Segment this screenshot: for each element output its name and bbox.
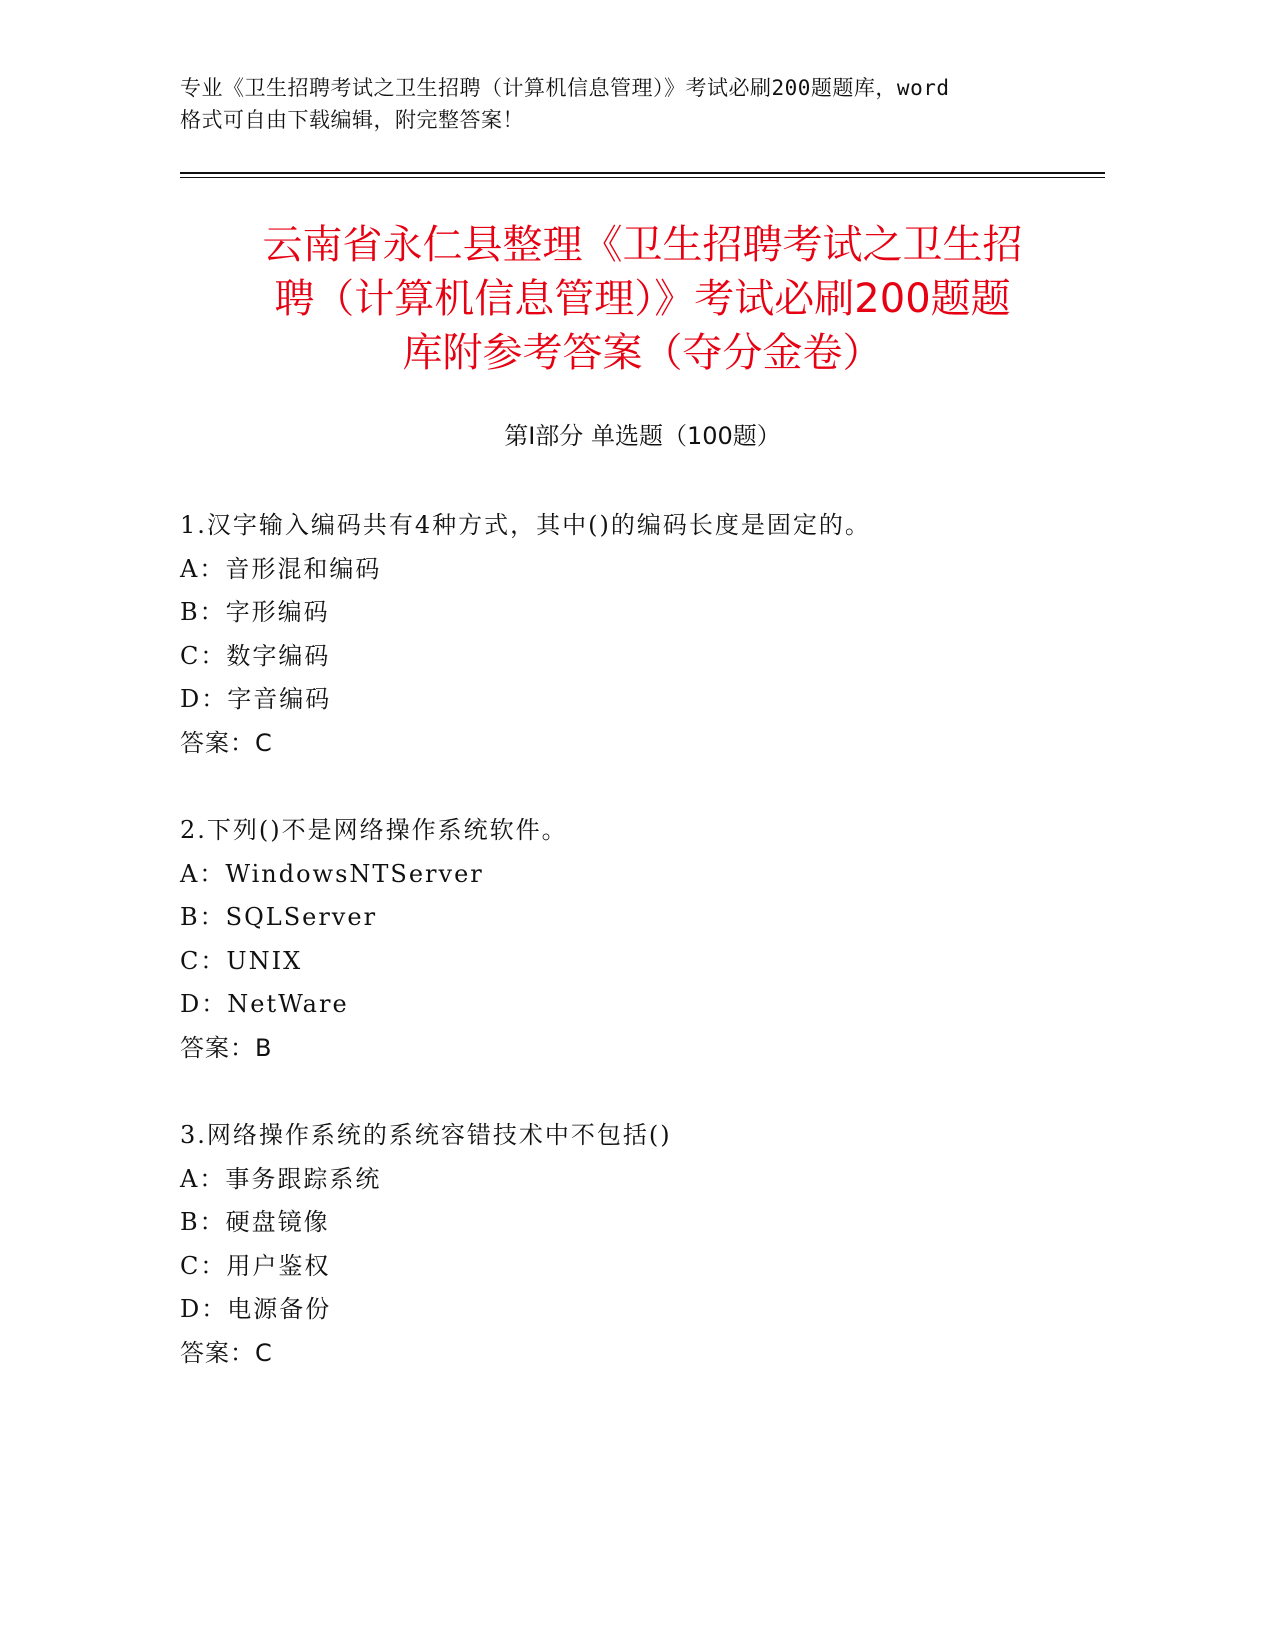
document-header xyxy=(180,72,1060,136)
question-item xyxy=(180,1114,1105,1375)
option-c: C：数字编码 xyxy=(180,641,331,670)
question-stem: 3.网络操作系统的系统容错技术中不包括() xyxy=(180,1121,672,1149)
answer-line: 答案：C xyxy=(180,728,273,757)
header-divider-thin xyxy=(180,177,1105,178)
answer-line: 答案：C xyxy=(180,1338,273,1367)
option-a: A：事务跟踪系统 xyxy=(180,1164,382,1193)
question-stem: 1.汉字输入编码共有4种方式，其中()的编码长度是固定的。 xyxy=(180,511,871,539)
question-item xyxy=(180,809,1105,1070)
title-line-1: 云南省永仁县整理《卫生招聘考试之卫生招 xyxy=(262,222,1023,268)
question-item xyxy=(180,504,1105,765)
title-line-3: 库附参考答案（夺分金卷） xyxy=(402,330,883,376)
header-divider-thick xyxy=(180,172,1105,174)
option-b: B：字形编码 xyxy=(180,598,330,626)
document-title xyxy=(180,218,1105,380)
option-a: A：音形混和编码 xyxy=(180,554,382,583)
option-a: A：WindowsNTServer xyxy=(180,859,484,888)
option-b: B：硬盘镜像 xyxy=(180,1208,330,1236)
header-line-1: 专业《卫生招聘考试之卫生招聘（计算机信息管理）》考试必刷200题题库，word xyxy=(180,76,950,100)
question-stem: 2.下列()不是网络操作系统软件。 xyxy=(180,816,568,844)
header-line-2: 格式可自由下载编辑，附完整答案！ xyxy=(180,108,524,132)
option-b: B：SQLServer xyxy=(180,903,378,931)
option-c: C：UNIX xyxy=(180,946,303,975)
answer-line: 答案：B xyxy=(180,1033,273,1062)
option-d: D：NetWare xyxy=(180,990,349,1018)
question-spacer xyxy=(180,765,1105,809)
option-d: D：电源备份 xyxy=(180,1295,332,1323)
option-c: C：用户鉴权 xyxy=(180,1251,331,1280)
question-list xyxy=(180,504,1105,1375)
section-heading: 第Ⅰ部分 单选题（100题） xyxy=(504,422,781,450)
question-spacer xyxy=(180,1070,1105,1114)
option-d: D：字音编码 xyxy=(180,685,332,713)
title-line-2: 聘（计算机信息管理）》考试必刷200题题 xyxy=(274,276,1011,322)
